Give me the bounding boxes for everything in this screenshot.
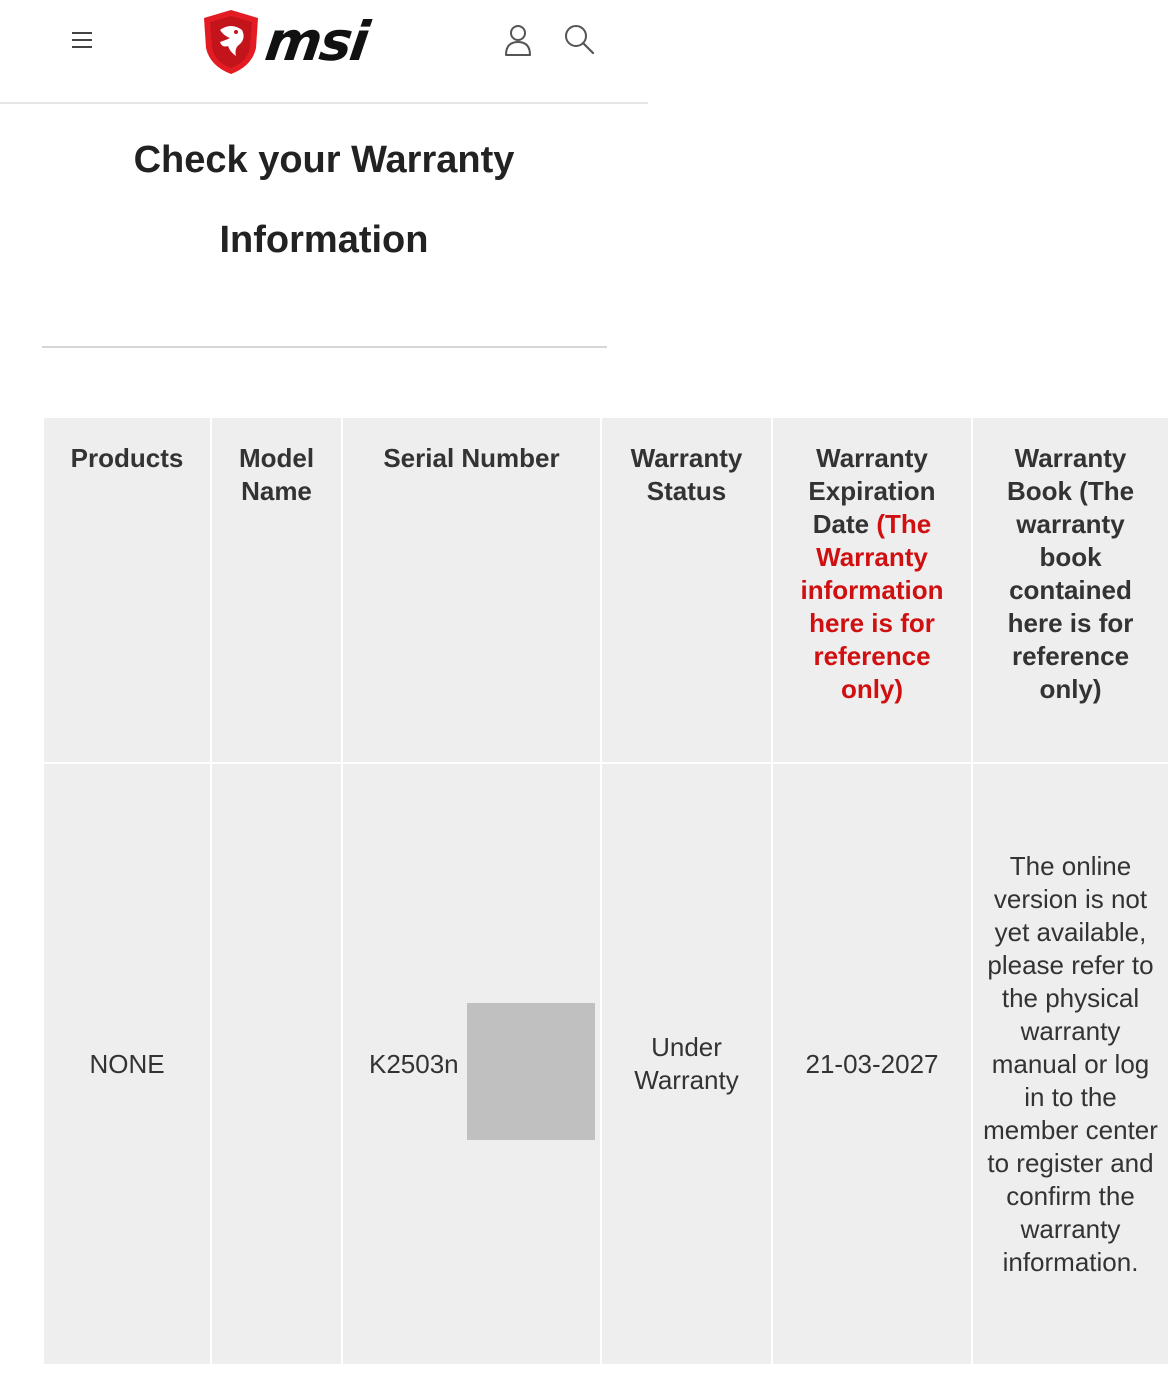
header-serial-number: Serial Number: [342, 417, 601, 763]
redaction-box: [467, 1003, 595, 1140]
expiration-date-note: (The Warranty information here is for reference only): [800, 509, 944, 704]
title-divider: [42, 346, 607, 348]
cell-products: NONE: [43, 763, 211, 1365]
expiration-date-label: Warranty Expiration Date: [808, 443, 936, 539]
hamburger-menu-icon[interactable]: [70, 28, 96, 52]
page-title: [60, 120, 588, 280]
page-title-line1: Check your Warranty: [133, 139, 515, 181]
header-products: Products: [43, 417, 211, 763]
table-header-row: [43, 417, 1169, 763]
cell-serial-number: [342, 763, 601, 1365]
header-expiration-date: [772, 417, 972, 763]
msi-wordmark: msi: [261, 10, 372, 73]
cell-expiration-date: 21-03-2027: [772, 763, 972, 1365]
user-icon[interactable]: [502, 22, 534, 58]
serial-number-value: K2503n: [369, 1048, 459, 1079]
page-title-line2: Information: [219, 219, 429, 261]
header-warranty-status: Warranty Status: [601, 417, 772, 763]
header-model-name: Model Name: [211, 417, 342, 763]
cell-warranty-book: The online version is not yet available, please refer to the physical warranty manual or log in to the member center to register and confirm the warranty information.: [972, 763, 1169, 1365]
cell-warranty-status: Under Warranty: [601, 763, 772, 1365]
msi-logo[interactable]: [200, 8, 416, 76]
msi-dragon-shield-icon: [200, 8, 262, 76]
warranty-table: [42, 416, 1170, 1366]
table-row: [43, 763, 1169, 1365]
cell-model-name: [211, 763, 342, 1365]
header-warranty-book: Warranty Book (The warranty book contained here is for reference only): [972, 417, 1169, 763]
search-icon[interactable]: [562, 22, 596, 56]
site-header: [0, 0, 648, 104]
